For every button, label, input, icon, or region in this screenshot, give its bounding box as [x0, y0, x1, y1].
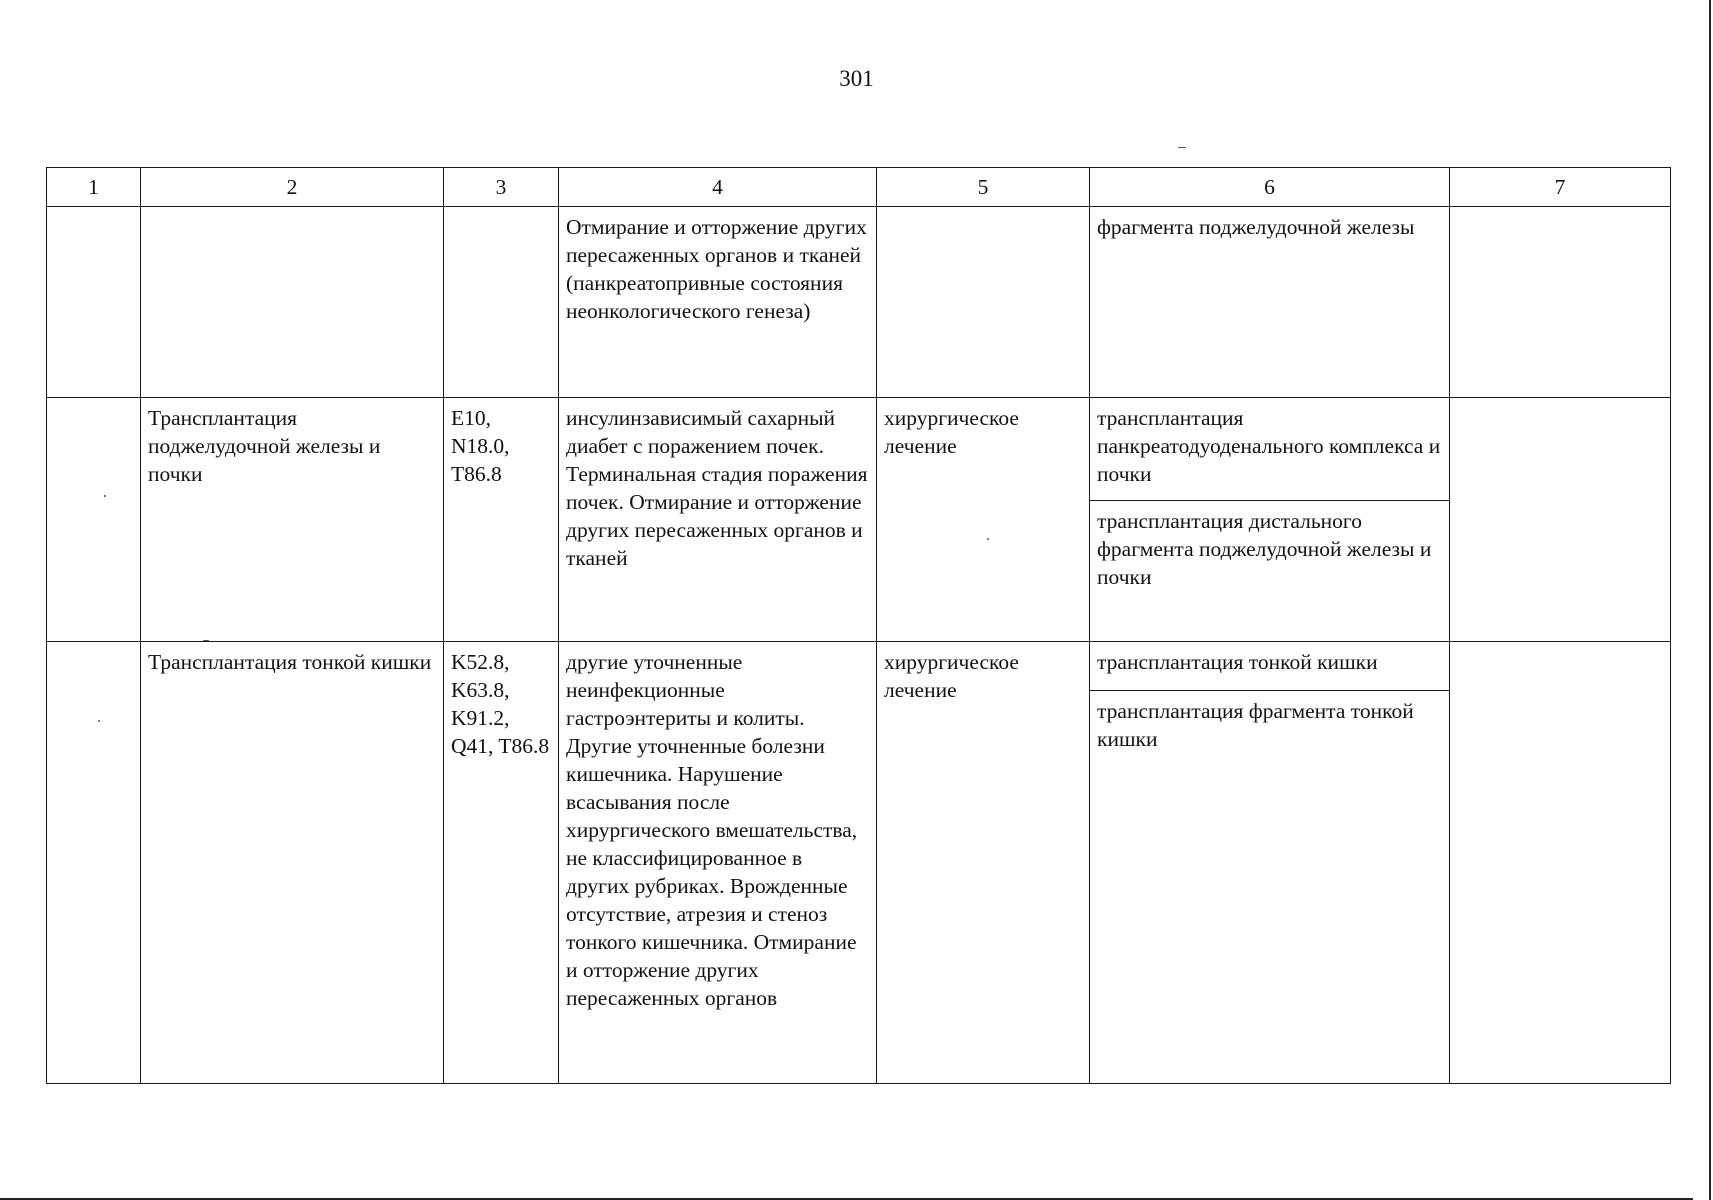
scan-speck — [98, 720, 100, 722]
cell-diagnosis: инсулинзависимый сахарный диабет с поражением почек. Терминальная стадия поражения почек. Отмирание и отторжение других пересаженных органов и тканей — [559, 398, 877, 642]
table-row — [47, 398, 1671, 501]
cell-method: трансплантация фрагмента тонкой кишки — [1090, 691, 1450, 1084]
cell-number — [47, 642, 141, 1084]
column-header: 2 — [141, 168, 444, 207]
column-header: 7 — [1450, 168, 1671, 207]
column-header: 5 — [877, 168, 1090, 207]
cell-treatment: хирургическое лечение — [877, 398, 1090, 642]
table-row — [47, 642, 1671, 691]
cell-method: трансплантация дистального фрагмента поджелудочной железы и почки — [1090, 501, 1450, 642]
scan-speck — [1178, 147, 1186, 148]
page-number: 301 — [839, 66, 874, 91]
column-header: 6 — [1090, 168, 1450, 207]
cell-name — [141, 207, 444, 398]
cell-diagnosis: другие уточненные неинфекционные гастроэнтериты и колиты. Другие уточненные болезни кишечника. Нарушение всасывания после хирургического вмешательства, не классифицированное в других рубриках. Врожденные отсутствие, атрезия и стеноз тонкого кишечника. Отмирание и отторжение других пересаженных органов — [559, 642, 877, 1084]
scan-speck — [104, 495, 106, 497]
cell-notes — [1450, 642, 1671, 1084]
column-header: 3 — [444, 168, 559, 207]
cell-codes: K52.8, K63.8, K91.2, Q41, T86.8 — [444, 642, 559, 1084]
cell-name: Трансплантация поджелудочной железы и почки — [141, 398, 444, 642]
cell-method: фрагмента поджелудочной железы — [1090, 207, 1450, 398]
cell-method: трансплантация панкреатодуоденального комплекса и почки — [1090, 398, 1450, 501]
cell-diagnosis: Отмирание и отторжение других пересаженных органов и тканей (панкреатопривные состояния неонкологического генеза) — [559, 207, 877, 398]
cell-notes — [1450, 398, 1671, 642]
column-header: 1 — [47, 168, 141, 207]
cell-notes — [1450, 207, 1671, 398]
scan-speck — [203, 640, 209, 641]
treatment-table — [46, 167, 1671, 1084]
table-header-row — [47, 168, 1671, 207]
cell-treatment: хирургическое лечение — [877, 642, 1090, 1084]
cell-method: трансплантация тонкой кишки — [1090, 642, 1450, 691]
cell-treatment — [877, 207, 1090, 398]
cell-number — [47, 398, 141, 642]
scan-speck — [987, 538, 989, 540]
scan-edge — [1709, 0, 1711, 1200]
cell-codes: E10, N18.0, T86.8 — [444, 398, 559, 642]
column-header: 4 — [559, 168, 877, 207]
cell-number — [47, 207, 141, 398]
cell-name: Трансплантация тонкой кишки — [141, 642, 444, 1084]
table-row — [47, 207, 1671, 398]
cell-codes — [444, 207, 559, 398]
